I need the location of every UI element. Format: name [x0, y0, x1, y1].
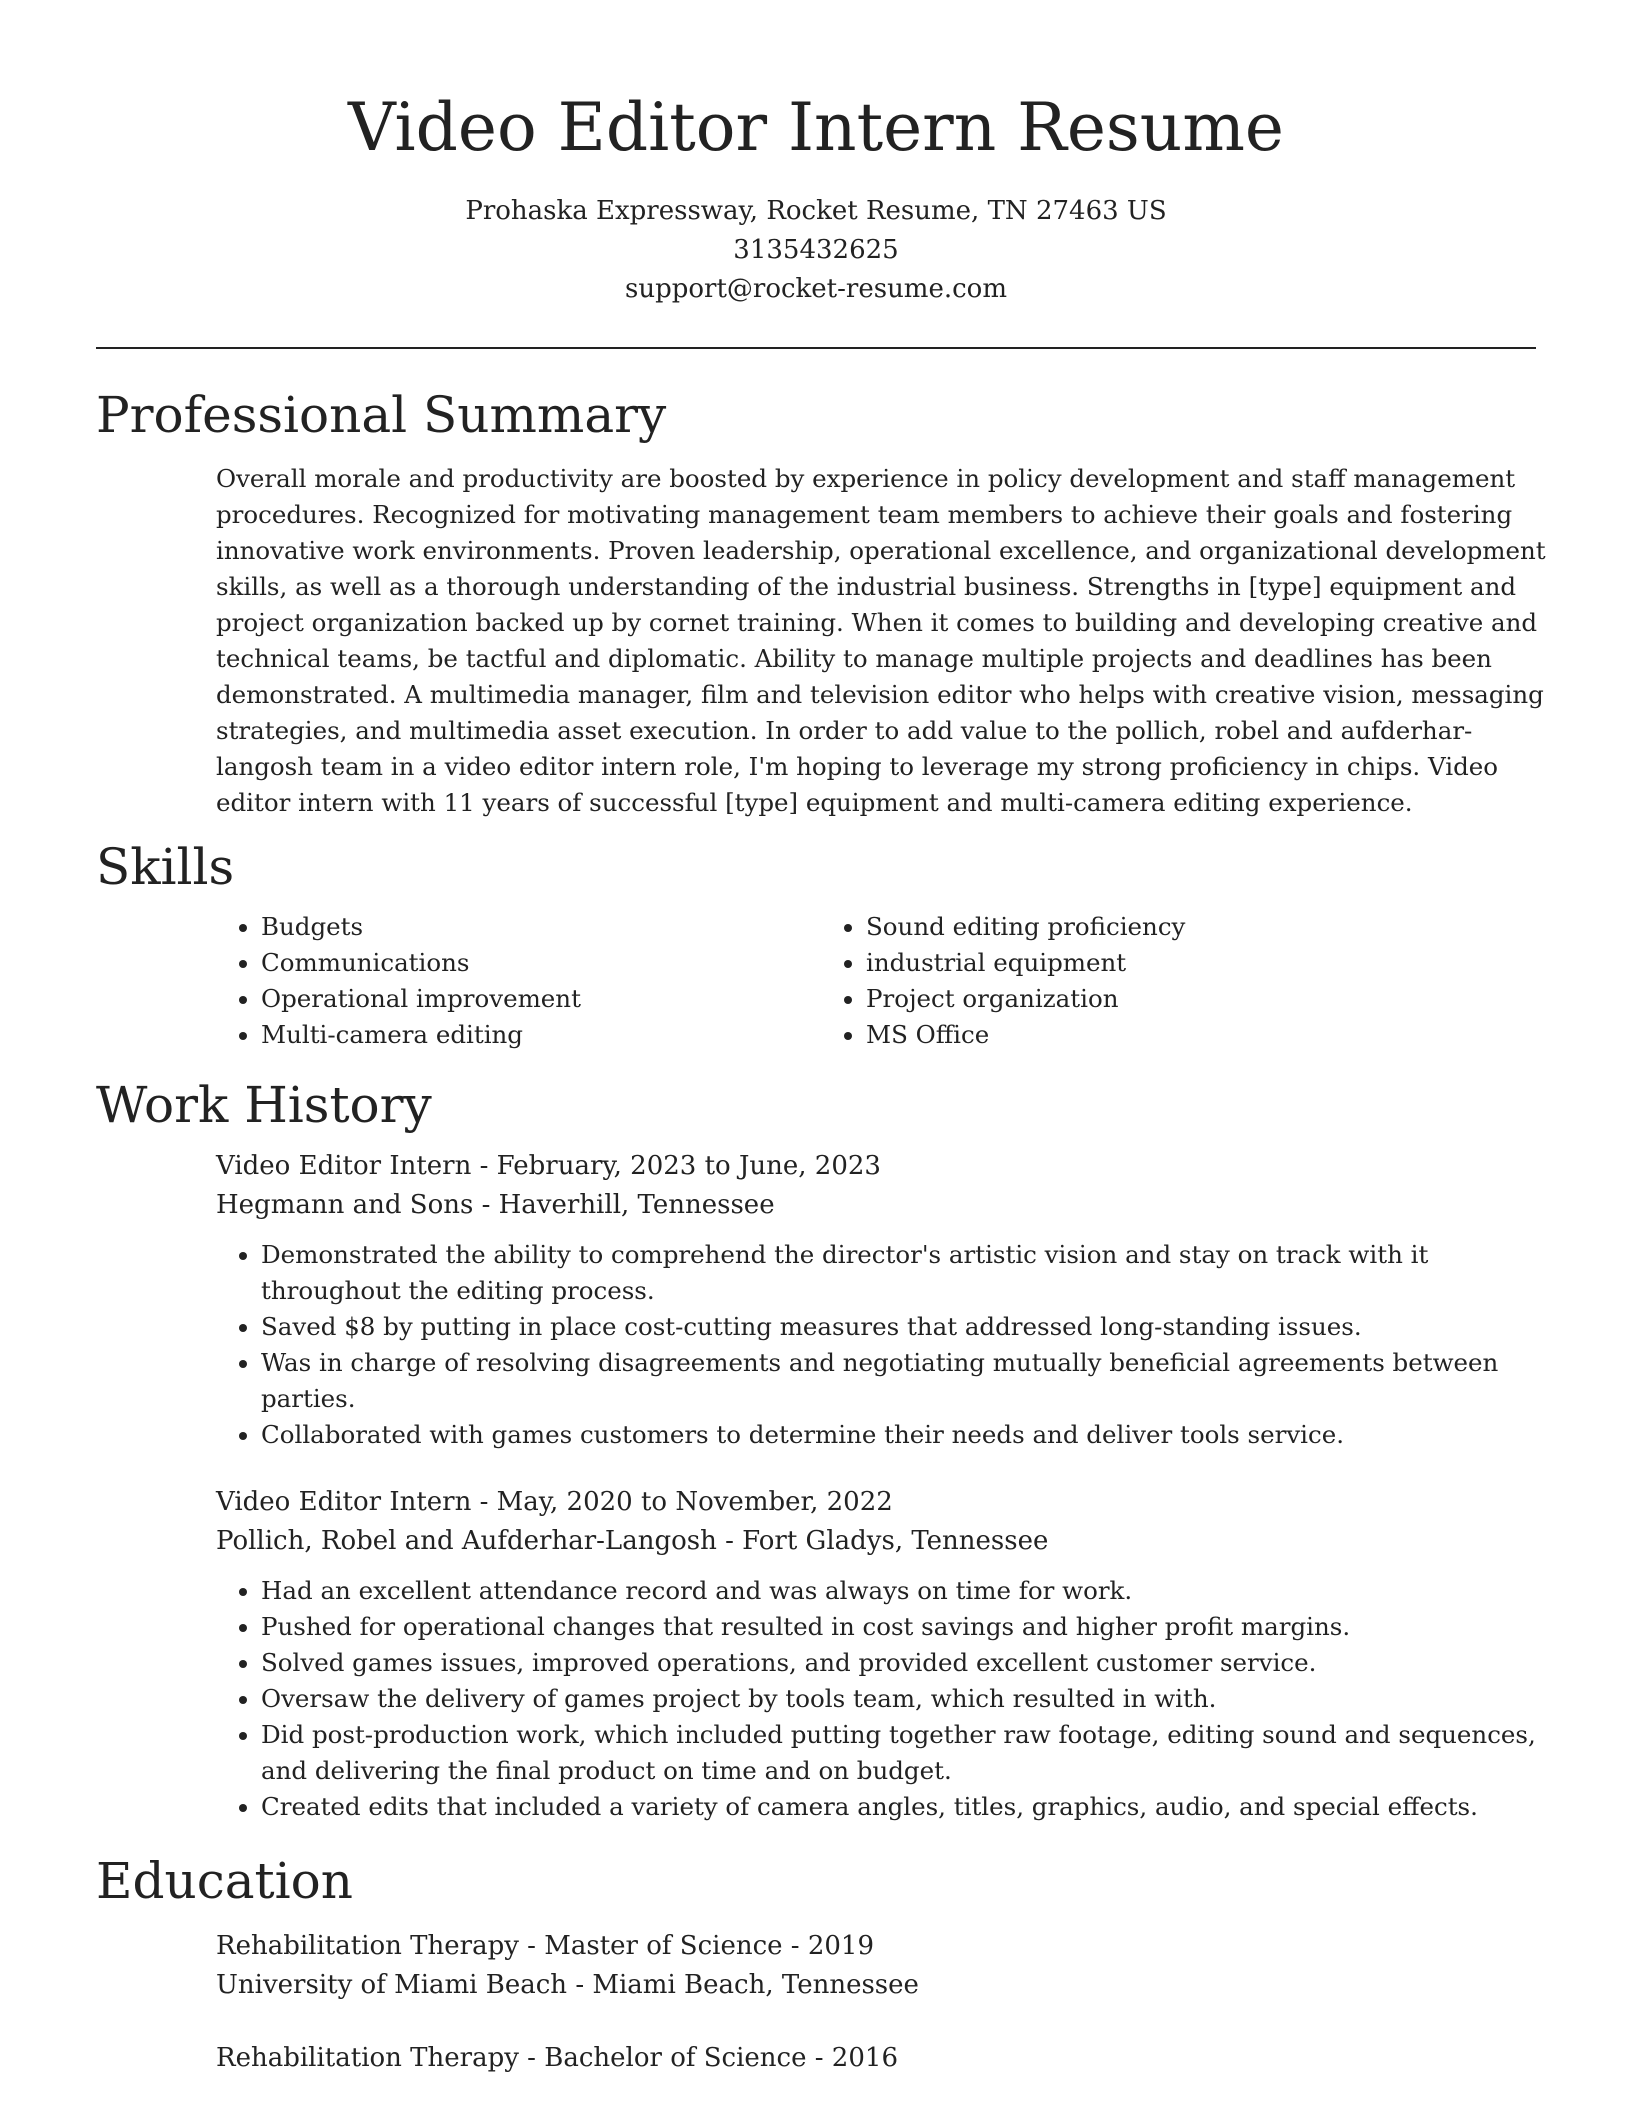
job-duties-list: [216, 1573, 1546, 1825]
job-entry: [216, 1483, 1536, 1825]
degree-line: Rehabilitation Therapy - Master of Science - 2019: [216, 1931, 875, 1961]
skill-item: • Multi-camera editing: [261, 1017, 821, 1053]
education-entry: [216, 2039, 1536, 2078]
education-section: [96, 1851, 1536, 2078]
job-duty: • Solved games issues, improved operations, and provided excellent customer service.: [261, 1645, 1546, 1681]
skills-columns: [216, 909, 1536, 1053]
degree-line: Rehabilitation Therapy - Bachelor of Science - 2016: [216, 2043, 898, 2073]
education-heading: Education: [96, 1852, 353, 1910]
contact-block: [96, 192, 1536, 309]
job-title-dates: Video Editor Intern - February, 2023 to June, 2023: [216, 1151, 881, 1181]
job-company-location: Pollich, Robel and Aufderhar-Langosh - Fort Gladys, Tennessee: [216, 1526, 1049, 1556]
job-duty: • Demonstrated the ability to comprehend the director's artistic vision and stay on track with it throughout the editing process.: [261, 1237, 1546, 1309]
contact-email: support@rocket-resume.com: [624, 274, 1007, 304]
contact-phone: 3135432625: [733, 235, 899, 265]
job-duty: • Oversaw the delivery of games project by tools team, which resulted in with.: [261, 1681, 1546, 1717]
skill-item: • Sound editing proficiency: [866, 909, 1426, 945]
job-duty: • Was in charge of resolving disagreements and negotiating mutually beneficial agreements between parties.: [261, 1345, 1546, 1417]
job-duty: • Had an excellent attendance record and was always on time for work.: [261, 1573, 1546, 1609]
skills-section: [96, 837, 1536, 1053]
skill-item: • MS Office: [866, 1017, 1426, 1053]
job-company-location: Hegmann and Sons - Haverhill, Tennessee: [216, 1190, 775, 1220]
job-duty: • Did post-production work, which included putting together raw footage, editing sound and sequences, and delivering the final product on time and on budget.: [261, 1717, 1546, 1789]
resume-header: [96, 0, 1536, 309]
skill-item: • Communications: [261, 945, 821, 981]
skill-item: • industrial equipment: [866, 945, 1426, 981]
job-duty: • Pushed for operational changes that resulted in cost savings and higher profit margins.: [261, 1609, 1546, 1645]
education-entry: [216, 1927, 1536, 2005]
skills-heading: Skills: [96, 838, 235, 896]
job-duty: • Created edits that included a variety of camera angles, titles, graphics, audio, and special effects.: [261, 1789, 1546, 1825]
skills-list-right: [821, 909, 1426, 1053]
skills-list-left: [216, 909, 821, 1053]
job-duties-list: [216, 1237, 1546, 1453]
summary-section: [96, 385, 1546, 821]
school-line: University of Miami Beach - Miami Beach, Tennessee: [216, 1970, 919, 2000]
work-history-section: [96, 1075, 1536, 1825]
work-history-heading: Work History: [96, 1076, 432, 1134]
job-duty: • Collaborated with games customers to determine their needs and deliver tools service.: [261, 1417, 1546, 1453]
summary-heading: Professional Summary: [96, 386, 667, 444]
header-divider: [96, 347, 1536, 349]
job-entry: [216, 1147, 1536, 1453]
skill-item: • Project organization: [866, 981, 1426, 1017]
job-duty: • Saved $8 by putting in place cost-cutting measures that addressed long-standing issues.: [261, 1309, 1546, 1345]
summary-paragraph: Overall morale and productivity are boosted by experience in policy development and staff management procedures. Recognized for motivating management team members to achieve their goals and fostering innovative work environments. Proven leadership, operational excellence, and organizational development skills, as well as a thorough understanding of the industrial business. Strengths in [type] equipment and project organization backed up by cornet training. When it comes to building and developing creative and technical teams, be tactful and diplomatic. Ability to manage multiple projects and deadlines has been demonstrated. A multimedia manager, film and television editor who helps with creative vision, messaging strategies, and multimedia asset execution. In order to add value to the pollich, robel and aufderhar-langosh team in a video editor intern role, I'm hoping to leverage my strong proficiency in chips. Video editor intern with 11 years of successful [type] equipment and multi-camera editing experience.: [216, 464, 1546, 817]
job-title-dates: Video Editor Intern - May, 2020 to November, 2022: [216, 1487, 893, 1517]
resume-title: Video Editor Intern Resume: [348, 89, 1284, 166]
skill-item: • Operational improvement: [261, 981, 821, 1017]
skill-item: • Budgets: [261, 909, 821, 945]
contact-address: Prohaska Expressway, Rocket Resume, TN 27463 US: [465, 196, 1167, 226]
